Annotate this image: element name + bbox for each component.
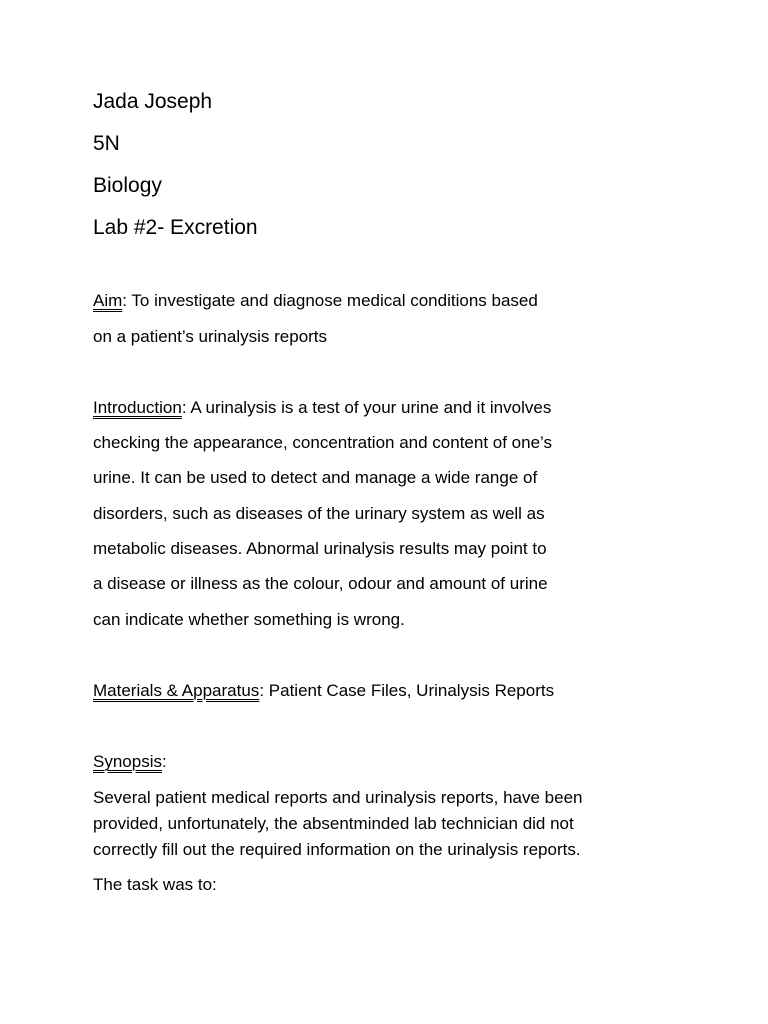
introduction-line-2: checking the appearance, concentration and content of one’s bbox=[93, 433, 553, 452]
materials-text: Patient Case Files, Urinalysis Reports bbox=[264, 681, 555, 700]
task-intro: The task was to: bbox=[93, 875, 217, 894]
synopsis-heading bbox=[93, 752, 167, 772]
introduction-line-1 bbox=[93, 398, 551, 418]
synopsis-label: Synopsis bbox=[93, 752, 162, 771]
synopsis-line-2: provided, unfortunately, the absentminded lab technician did not bbox=[93, 814, 574, 833]
aim-separator: : bbox=[122, 291, 128, 310]
introduction-line-5: metabolic diseases. Abnormal urinalysis results may point to bbox=[93, 539, 547, 558]
introduction-separator: : bbox=[181, 398, 187, 417]
lab-title: Lab #2- Excretion bbox=[93, 216, 258, 239]
student-name: Jada Joseph bbox=[93, 90, 213, 113]
introduction-line-3: urine. It can be used to detect and manage a wide range of bbox=[93, 468, 538, 487]
introduction-line-7: can indicate whether something is wrong. bbox=[93, 610, 405, 629]
aim-label: Aim bbox=[93, 291, 123, 310]
introduction-line-6: a disease or illness as the colour, odour and amount of urine bbox=[93, 574, 548, 593]
materials-separator: : bbox=[259, 681, 265, 700]
synopsis-separator: : bbox=[161, 752, 167, 771]
aim-line-1 bbox=[93, 291, 538, 311]
introduction-text: A urinalysis is a test of your urine and it involves bbox=[186, 398, 552, 417]
materials-line bbox=[93, 681, 554, 701]
materials-label: Materials & Apparatus bbox=[93, 681, 260, 700]
synopsis-line-3: correctly fill out the required information on the urinalysis reports. bbox=[93, 840, 581, 859]
introduction-label: Introduction bbox=[93, 398, 182, 417]
subject: Biology bbox=[93, 174, 162, 197]
aim-text: To investigate and diagnose medical conditions based bbox=[127, 291, 538, 310]
introduction-line-4: disorders, such as diseases of the urinary system as well as bbox=[93, 504, 545, 523]
aim-line-2: on a patient’s urinalysis reports bbox=[93, 327, 328, 346]
class-code: 5N bbox=[93, 132, 120, 155]
synopsis-line-1: Several patient medical reports and urinalysis reports, have been bbox=[93, 788, 583, 807]
